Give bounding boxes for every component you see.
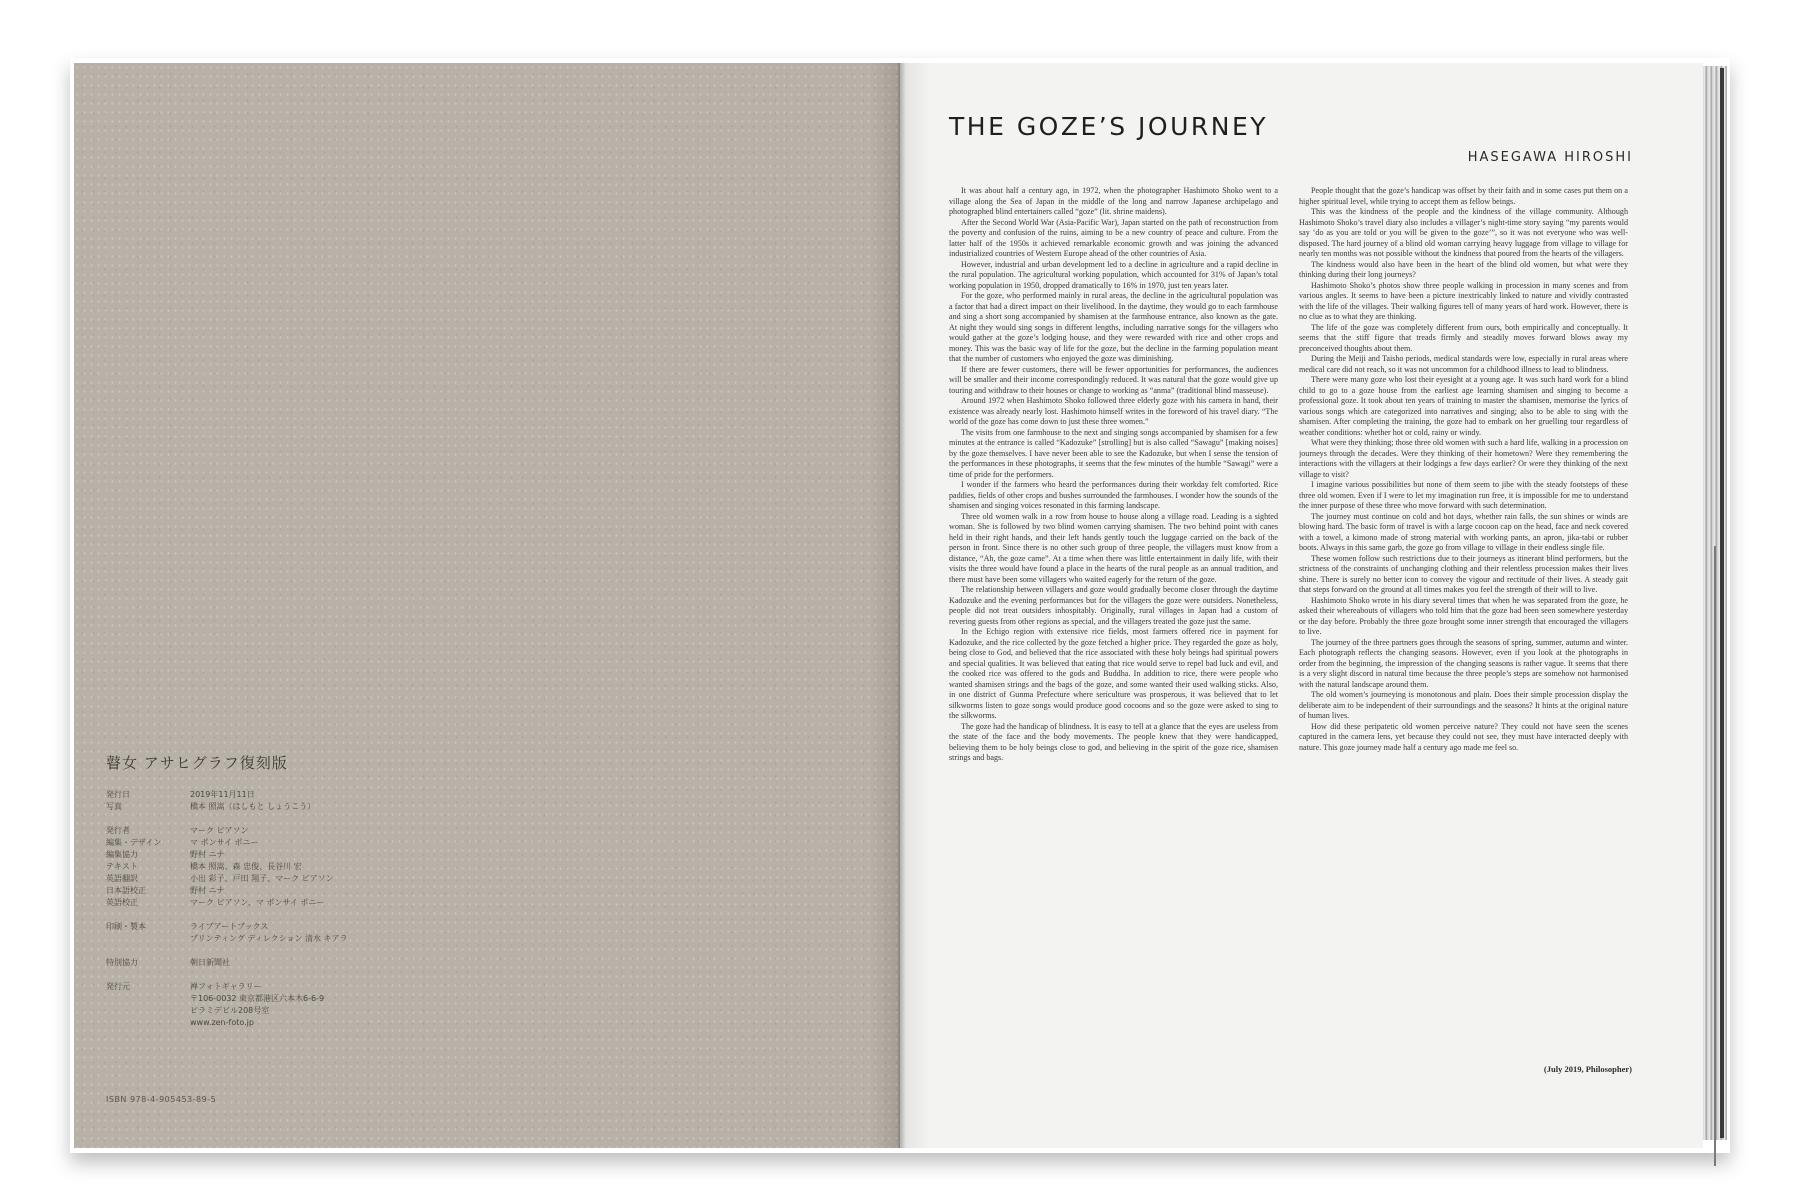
isbn: ISBN 978-4-905453-89-5 xyxy=(106,1095,217,1104)
colophon-value: 橋本 照嵩、森 忠俊、長谷川 宏 xyxy=(190,862,302,871)
colophon-label: 日本語校正 xyxy=(106,886,146,895)
article-paragraph: Hashimoto Shoko’s photos show three people walking in procession in many scenes and from various angles. It seems to have been a picture inextricably linked to nature and vividly contrasted with the life of the villages. Their walking figures tell of many years of hard work. However, there is no clue as to what they are thinking. xyxy=(1299,280,1628,321)
article-paragraph: Three old women walk in a row from house to house along a village road. Leading is a sighted woman. She is followed by two blind women carrying shamisen. The two behind point with canes held in their right hands, and their left hands gently touch the luggage carried on the back of the person in front. Since there is no other such group of three people, the villagers must know from a distance, “Ah, the goze came”. At a time when there was little entertainment in daily life, with their visits the three would have found a place in the hearts of the rural people as an annual tradition, and there must have been some villagers who waited eagerly for the return of the goze. xyxy=(949,511,1278,584)
article-title: THE GOZE’S JOURNEY xyxy=(949,112,1269,141)
article-paragraph: In the Echigo region with extensive rice fields, most farmers offered rice in payment for Kadozuke, and the rice collected by the goze fetched a higher price. They regarded the goze as holy, being close to God, and believed that the rice associated with these holy beings had spiritual powers and special qualities. It was believed that eating that rice would serve to repel bad luck and evil, and the cooked rice was offered to the gods and Buddha. In addition to rice, there were people who wanted shamisen strings and the bags of the goze, and some wanted their used walking sticks. Also, in one district of Gunma Prefecture where sericulture was prosperous, it was believed that to let silkworms listen to goze songs would produce good cocoons and so the goze were asked to sing to the silkworms. xyxy=(949,627,1278,720)
colophon-row xyxy=(106,849,486,861)
article-paragraph: These women follow such restrictions due to their journeys as itinerant blind performers, but the strictness of the constraints of unchanging clothing and their relentless procession makes their lives shine. There is surely no better icon to convey the vigour and rectitude of their lives. A steady gait that steps forward on the ground at all times makes you feel the strength of their will to live. xyxy=(1299,553,1628,594)
colophon-value: マ ポンサイ ポニー xyxy=(190,838,259,847)
article-paragraph: The journey of the three partners goes through the seasons of spring, summer, autumn and winter. Each photograph reflects the changing seasons. However, even if you look at the photographs in order from the beginning, the impression of the changing seasons is rather vague. It seems that there is a very slight discord in natural time because the three people’s steps are somehow not harmonised with the natural landscape around them. xyxy=(1299,637,1628,689)
colophon-row xyxy=(106,789,486,801)
article-signoff: (July 2019, Philosopher) xyxy=(1543,1064,1632,1074)
colophon-label: 英語翻訳 xyxy=(106,874,138,883)
colophon-value: 野村 ニナ xyxy=(190,850,225,859)
article-paragraph: I imagine various possibilities but none of them seem to jibe with the steady footsteps of these three old women. Even if I were to let my imagination run free, it is impossible for me to understand the inner purpose of these three who move forward with such determination. xyxy=(1299,480,1628,510)
colophon-row xyxy=(106,933,486,945)
colophon-value: 橋本 照嵩（はしもと しょうこう） xyxy=(190,802,316,811)
colophon-row xyxy=(106,861,486,873)
page-edges xyxy=(1703,66,1727,1140)
colophon-label: 英語校正 xyxy=(106,898,138,907)
colophon-value: 2019年11月11日 xyxy=(190,790,255,799)
article-paragraph: There were many goze who lost their eyesight at a young age. It was such hard work for a blind child to go to a goze house from the earliest age learning shamisen and singing to become a professional goze. It took about ten years of training to master the shamisen, memorise the lyrics of various songs which are categorized into narratives and singing; also to be able to sing with the shamisen. After completing the training, the goze had to embark on her gruelling tour regardless of weather conditions: whether hot or cold, rainy or windy. xyxy=(1299,375,1628,437)
article-paragraph: For the goze, who performed mainly in rural areas, the decline in the agricultural population was a factor that had a direct impact on their livelihood. In the daytime, they would go to each farmhouse and sing a short song accompanied by shamisen at the farmhouse entrance, also known as the gate. At night they would sing songs in different lengths, including narrative songs for the villagers who would gather at the goze’s lodging house, and they were rewarded with rice and other crops and money. This was the basic way of life for the goze, but the decline in the farming population meant that the number of customers who enjoyed the goze was diminishing. xyxy=(949,291,1278,363)
publisher-lines xyxy=(190,981,486,1029)
article-paragraph: I wonder if the farmers who heard the performances during their workday felt comforted. Rice paddies, fields of other crops and bushes surrounded the farmhouses. I wonder how the sounds of the shamisen and singing voices resonated in this farming landscape. xyxy=(949,480,1278,510)
colophon-row xyxy=(106,825,486,837)
article-paragraph: After the Second World War (Asia-Pacific War), Japan started on the path of reconstruction from the poverty and confusion of the ruins, aiming to be a new country of peace and culture. From the latter half of the 1950s it achieved remarkable economic growth and was joining the advanced industrialized countries of Western Europe ahead of the other countries of Asia. xyxy=(949,217,1278,258)
colophon-row xyxy=(106,897,486,909)
colophon-group-cooperation xyxy=(106,957,486,969)
colophon-title: 瞽女 アサヒグラフ復刻版 xyxy=(106,754,288,772)
article-author: HASEGAWA HIROSHI xyxy=(1467,150,1633,165)
publisher-label: 発行元 xyxy=(106,982,130,991)
article-paragraph: This was the kindness of the people and the kindness of the village community. Although Hashimoto Shoko’s travel diary also includes a villager’s night-time story saying “my parents would say ‘do as you are told or you will be given to the goze’”, so it was not everyone who was well-disposed. The hard journey of a blind old woman carrying heavy luggage from village to village for nearly ten months was not possible without the kindness that poured from the hearts of the villagers. xyxy=(1299,207,1628,258)
article-paragraph: People thought that the goze’s handicap was offset by their faith and in some cases put them on a higher spiritual level, while trying to accept them as fellow beings. xyxy=(1299,186,1628,206)
article-paragraph: The kindness would also have been in the heart of the blind old women, but what were they thinking during their long journeys? xyxy=(1299,259,1628,279)
colophon-row xyxy=(106,873,486,885)
article-paragraph: It was about half a century ago, in 1972, when the photographer Hashimoto Shoko went to a village along the Sea of Japan in the middle of the long and narrow Japanese archipelago and photographed blind entertainers called “goze” (lit. shrine maidens). xyxy=(949,186,1278,216)
colophon-value: 小出 彩子、戸田 翔子、マーク ピアソン xyxy=(190,874,334,883)
colophon-group-printing xyxy=(106,921,486,945)
colophon-label: 印刷・製本 xyxy=(106,922,146,931)
colophon-label: 編集協力 xyxy=(106,850,138,859)
colophon-value: 野村 ニナ xyxy=(190,886,225,895)
article-paragraph: Around 1972 when Hashimoto Shoko followed three elderly goze with his camera in hand, their existence was already nearly lost. Hashimoto himself writes in the foreword of his travel diary. “The world of the goze has come down to just these three women.” xyxy=(949,396,1278,426)
article-paragraph: What were they thinking; those three old women with such a hard life, walking in a procession on journeys through the decades. Were they thinking of their hometown? Were they remembering the interactions with the villagers at their lodgings a few days earlier? Or were they thinking of the next village to visit? xyxy=(1299,438,1628,479)
publisher-line: ピラミデビル208号室 xyxy=(190,1006,270,1015)
colophon-row xyxy=(106,957,486,969)
article-column-1 xyxy=(949,186,1278,1116)
article-paragraph: The journey must continue on cold and hot days, whether rain falls, the sun shines or winds are blowing hard. The basic form of travel is with a large cocoon cap on the head, face and neck covered with a towel, a kimono made of strong material with working pants, an apron, jika-tabi or rubber boots. Always in this same garb, the goze go from village to village in their endless single file. xyxy=(1299,511,1628,552)
colophon-value: 朝日新聞社 xyxy=(190,958,230,967)
article-paragraph: The visits from one farmhouse to the next and singing songs accompanied by shamisen for a few minutes at the entrance is called “Kadozuke” [strolling] but is also called “Sawagu” [making noises] by the goze themselves. I have never been able to see the Kadozuke, but when I sense the tension of the performances in these photographs, it seems that the few minutes of the humble “Sawagi” were a time of pride for the performers. xyxy=(949,427,1278,479)
colophon-group-dates xyxy=(106,789,486,813)
colophon-value: ライブアートブックス xyxy=(190,922,269,931)
colophon-row xyxy=(106,921,486,933)
colophon-label: 編集・デザイン xyxy=(106,838,162,847)
colophon-label: 特別協力 xyxy=(106,958,138,967)
colophon-publisher xyxy=(106,981,486,1029)
article-paragraph: The old women’s journeying is monotonous and plain. Does their simple procession display the deliberate aim to be independent of their surroundings and the seasons? It hints at the original nature of human lives. xyxy=(1299,690,1628,720)
article-paragraph: If there are fewer customers, there will be fewer opportunities for performances, the audiences will be smaller and their income correspondingly reduced. It was natural that the goze would give up touring and withdraw to their houses or change to working as “anma” (traditional blind masseuse). xyxy=(949,364,1278,395)
article-paragraph: The life of the goze was completely different from ours, both empirically and conceptually. It seems that the stiff figure that treads firmly and steadily moves forward blows away my preconceived thoughts about them. xyxy=(1299,322,1628,353)
article-column-2 xyxy=(1299,186,1628,1116)
colophon-label: テキスト xyxy=(106,862,138,871)
article-paragraph: However, industrial and urban development led to a decline in agriculture and a rapid decline in the rural population. The agricultural working population, which accounted for 31% of Japan’s total working population in 1950, dropped dramatically to 16% in 1970, just ten years later. xyxy=(949,259,1278,290)
article-paragraph: The goze had the handicap of blindness. It is easy to tell at a glance that the eyes are useless from the state of the face and the body movements. The people knew that they were handicapped, believing them to be holy beings close to god, and believing in the spirit of the goze rice, shamisen strings and bags. xyxy=(949,721,1278,762)
article-paragraph: During the Meiji and Taisho periods, medical standards were low, especially in rural areas where medical care did not reach, so it was not uncommon for a childhood illness to lead to blindness. xyxy=(1299,354,1628,374)
publisher-line: www.zen-foto.jp xyxy=(190,1018,254,1027)
article-paragraph: Hashimoto Shoko wrote in his diary several times that when he was separated from the goze, he asked their whereabouts of villagers who told him that the goze had been seen somewhere yesterday or the day before. Probably the three goze brought some inner strength that encouraged the villagers to live. xyxy=(1299,595,1628,636)
colophon-value: マーク ピアソン xyxy=(190,826,249,835)
colophon-label: 発行者 xyxy=(106,826,130,835)
article-paragraph: How did these peripatetic old women perceive nature? They could not have seen the scenes captured in the camera lens, yet because they could not see, they must have interacted deeply with nature. This goze journey made half a century ago made me feel so. xyxy=(1299,721,1628,752)
colophon-value: マーク ピアソン、マ ポンサイ ポニー xyxy=(190,898,325,907)
colophon-label: 発行日 xyxy=(106,790,130,799)
colophon-label xyxy=(106,933,190,945)
colophon-label: 写真 xyxy=(106,802,122,811)
colophon xyxy=(106,754,486,1029)
colophon-row xyxy=(106,801,486,813)
colophon-row xyxy=(106,837,486,849)
article-paragraph: The relationship between villagers and goze would gradually become closer through the daytime Kadozuke and the evening performances but for the villagers the goze were outsiders. Nonetheless, people did not treat outsiders inhospitably. Originally, rural villages in Japan had a custom of revering guests from other regions as special, and the villagers treated the goze just the same. xyxy=(949,585,1278,626)
colophon-row xyxy=(106,885,486,897)
publisher-line: 禅フォトギャラリー xyxy=(190,982,262,991)
publisher-line: 〒106-0032 東京都港区六本木6-6-9 xyxy=(190,994,325,1003)
colophon-group-credits xyxy=(106,825,486,909)
colophon-value: プリンティング ディレクション 清水 キアラ xyxy=(190,934,348,943)
